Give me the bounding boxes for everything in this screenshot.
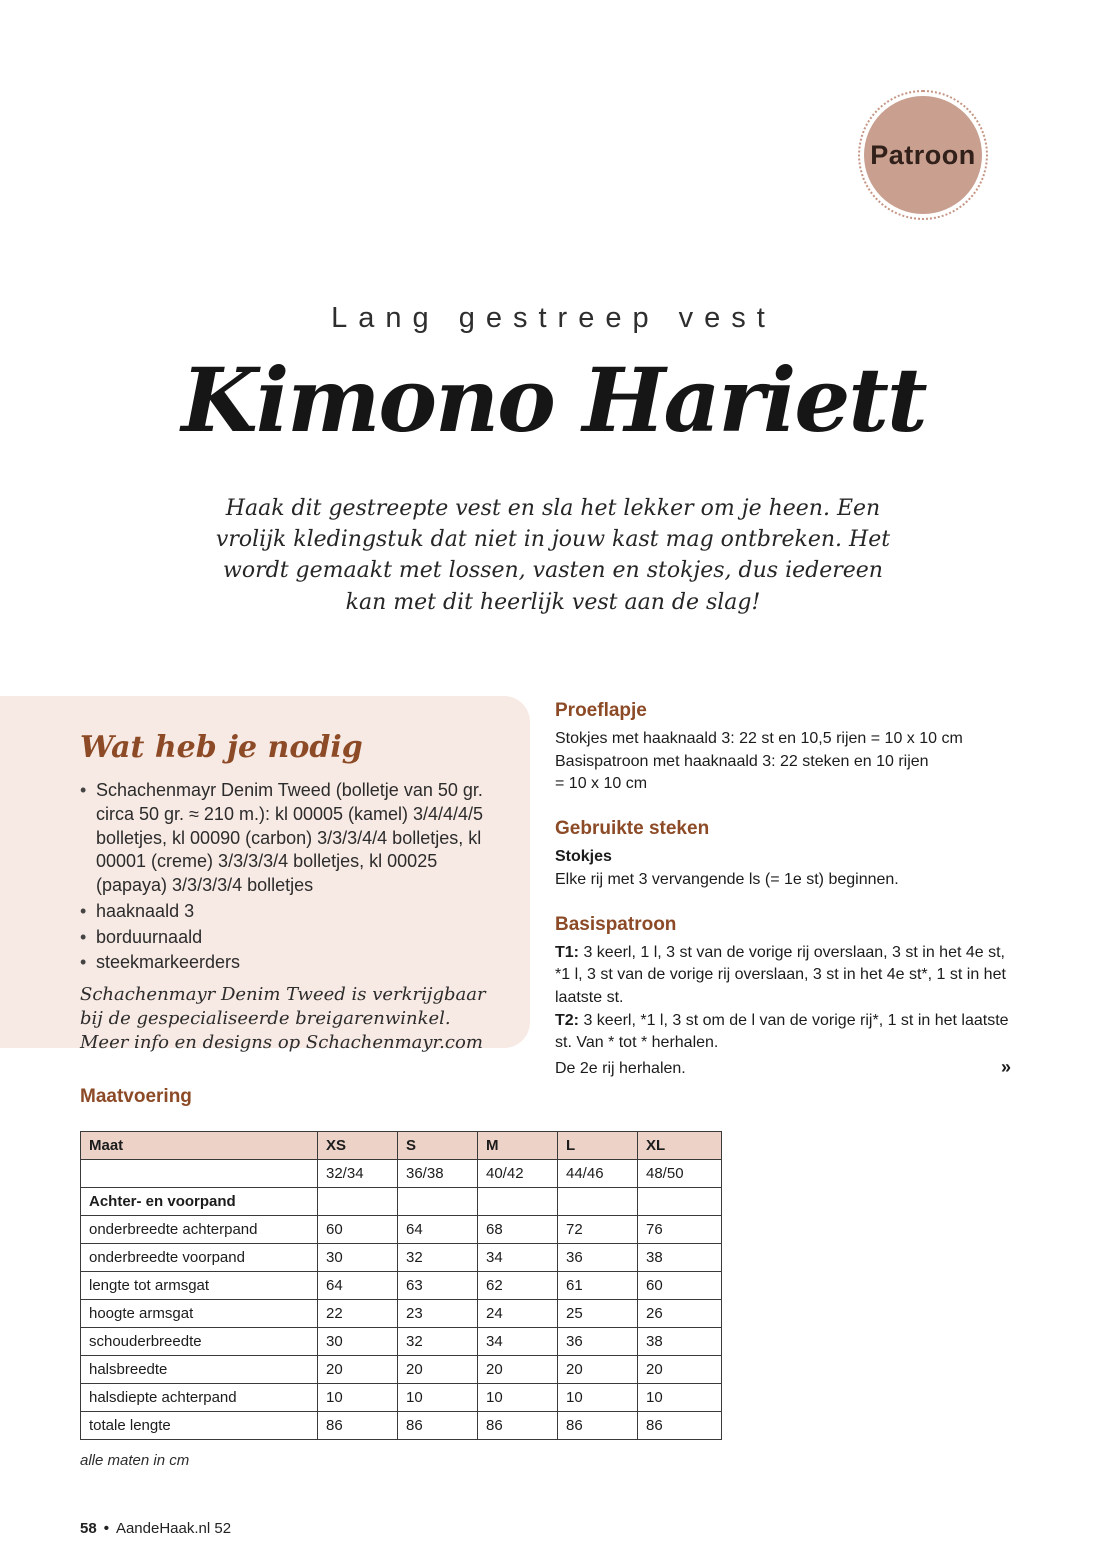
row-value: 60 xyxy=(638,1272,722,1300)
table-row xyxy=(81,1300,722,1328)
page-number: 58 xyxy=(80,1520,97,1537)
row-label: schouderbreedte xyxy=(81,1328,318,1356)
row-value: 36 xyxy=(558,1328,638,1356)
row-value: 20 xyxy=(638,1356,722,1384)
row-value: 64 xyxy=(398,1216,478,1244)
column-header: M xyxy=(478,1132,558,1160)
patroon-badge-label: Patroon xyxy=(870,139,976,170)
size-cell: 40/42 xyxy=(478,1160,558,1188)
size-table xyxy=(80,1131,722,1440)
t1-text: 3 keerl, 1 l, 3 st van de vorige rij overslaan, 3 st in het 4e st, *1 l, 3 st van de vorige rij overslaan, 3 st in het 4e st*, 1 st in het laatste st. xyxy=(555,943,1006,1007)
size-cell: 48/50 xyxy=(638,1160,722,1188)
row-value: 86 xyxy=(398,1412,478,1440)
gauge-line: Stokjes met haaknaald 3: 22 st en 10,5 rijen = 10 x 10 cm xyxy=(555,730,963,747)
row-value: 36 xyxy=(558,1244,638,1272)
row-value: 32 xyxy=(398,1244,478,1272)
stitches-text: Elke rij met 3 vervangende ls (= 1e st) beginnen. xyxy=(555,870,899,888)
table-row xyxy=(81,1272,722,1300)
row-value: 10 xyxy=(318,1384,398,1412)
row-value: 20 xyxy=(558,1356,638,1384)
subtitle: Lang gestreep vest xyxy=(331,302,776,334)
instructions-column xyxy=(555,700,1011,1103)
empty-cell xyxy=(638,1188,722,1216)
gauge-line: Basispatroon met haaknaald 3: 22 steken en 10 rijen xyxy=(555,752,929,770)
row-label: onderbreedte voorpand xyxy=(81,1244,318,1272)
gauge-line: = 10 x 10 cm xyxy=(555,775,648,793)
t2-label: T2: xyxy=(555,1011,579,1029)
row-value: 25 xyxy=(558,1300,638,1328)
column-header: S xyxy=(398,1132,478,1160)
row-label: totale lengte xyxy=(81,1412,318,1440)
row-value: 20 xyxy=(398,1356,478,1384)
pattern-last-line xyxy=(555,1055,1011,1081)
table-row xyxy=(81,1328,722,1356)
row-value: 23 xyxy=(398,1300,478,1328)
size-table-body xyxy=(81,1132,722,1440)
size-cell: 44/46 xyxy=(558,1160,638,1188)
t2-text: 3 keerl, *1 l, 3 st om de l van de vorige rij*, 1 st in het laatste st. Van * tot * herhalen. xyxy=(555,1011,1009,1052)
basispatroon-section xyxy=(555,914,1011,1081)
patroon-badge xyxy=(864,96,982,214)
row-value: 10 xyxy=(478,1384,558,1412)
intro-paragraph: Haak dit gestreepte vest en sla het lekker om je heen. Een vrolijk kledingstuk dat niet in jouw kast mag ontbreken. Het wordt gemaakt met lossen, vasten en stokjes, dus iedereen kan met dit heerlijk vest aan de slag! xyxy=(215,496,891,615)
row-label: halsdiepte achterpand xyxy=(81,1384,318,1412)
materials-item: • borduurnaald xyxy=(80,926,494,950)
stitches-section xyxy=(555,818,1011,891)
row-value: 30 xyxy=(318,1244,398,1272)
row-value: 10 xyxy=(638,1384,722,1412)
row-value: 86 xyxy=(638,1412,722,1440)
empty-cell xyxy=(81,1160,318,1188)
footer-bullet: • xyxy=(103,1520,109,1537)
table-row xyxy=(81,1412,722,1440)
row-value: 64 xyxy=(318,1272,398,1300)
table-section-row xyxy=(81,1188,722,1216)
row-value: 72 xyxy=(558,1216,638,1244)
basispatroon-heading: Basispatroon xyxy=(555,913,677,935)
row-value: 20 xyxy=(318,1356,398,1384)
table-row xyxy=(81,1356,722,1384)
size-cell: 32/34 xyxy=(318,1160,398,1188)
gauge-section xyxy=(555,700,1011,796)
row-label: onderbreedte achterpand xyxy=(81,1216,318,1244)
row-value: 86 xyxy=(478,1412,558,1440)
row-label: lengte tot armsgat xyxy=(81,1272,318,1300)
table-row xyxy=(81,1384,722,1412)
materials-box xyxy=(0,696,530,1053)
size-table-heading: Maatvoering xyxy=(80,1086,192,1107)
materials-heading: Wat heb je nodig xyxy=(80,730,363,765)
row-label: hoogte armsgat xyxy=(81,1300,318,1328)
row-value: 76 xyxy=(638,1216,722,1244)
row-value: 24 xyxy=(478,1300,558,1328)
materials-item: • steekmarkeerders xyxy=(80,951,494,975)
continuation-mark-icon: » xyxy=(1000,1057,1011,1078)
empty-cell xyxy=(398,1188,478,1216)
row-value: 30 xyxy=(318,1328,398,1356)
empty-cell xyxy=(318,1188,398,1216)
section-label: Achter- en voorpand xyxy=(81,1188,318,1216)
row-value: 61 xyxy=(558,1272,638,1300)
row-value: 68 xyxy=(478,1216,558,1244)
t1-label: T1: xyxy=(555,943,579,961)
column-header: L xyxy=(558,1132,638,1160)
stitches-heading: Gebruikte steken xyxy=(555,818,710,840)
row-value: 34 xyxy=(478,1244,558,1272)
materials-list xyxy=(80,779,494,975)
empty-cell xyxy=(558,1188,638,1216)
materials-item: • Schachenmayr Denim Tweed (bolletje van 50 gr. circa 50 gr. ≈ 210 m.): kl 00005 (kamel) 3/4/4/4/5 bolletjes, kl 00090 (carbon) 3/3/3/4/4 bolletjes, kl 00001 (creme) 3/3/3/3/4 bolletjes, kl 00025 (papaya) 3/3/3/3/4 bolletjes xyxy=(80,779,494,898)
empty-cell xyxy=(478,1188,558,1216)
column-header: XS xyxy=(318,1132,398,1160)
page-footer xyxy=(80,1520,231,1537)
table-header-row xyxy=(81,1132,722,1160)
row-value: 10 xyxy=(558,1384,638,1412)
pattern-row-t2 xyxy=(555,1010,1011,1055)
row-value: 60 xyxy=(318,1216,398,1244)
gauge-heading: Proeflapje xyxy=(555,700,647,721)
pattern-row-t1 xyxy=(555,942,1011,1010)
row-value: 32 xyxy=(398,1328,478,1356)
materials-note: Schachenmayr Denim Tweed is verkrijgbaar bij de gespecialiseerde breigarenwinkel. Meer info en designs op Schachenmayr.com xyxy=(80,984,486,1053)
row-value: 38 xyxy=(638,1328,722,1356)
row-value: 62 xyxy=(478,1272,558,1300)
table-sizes-row xyxy=(81,1160,722,1188)
magazine-title: AandeHaak.nl 52 xyxy=(115,1520,232,1537)
row-value: 10 xyxy=(398,1384,478,1412)
row-value: 86 xyxy=(318,1412,398,1440)
repeat-note: De 2e rij herhalen. xyxy=(555,1060,686,1078)
row-value: 20 xyxy=(478,1356,558,1384)
row-label: halsbreedte xyxy=(81,1356,318,1384)
row-value: 63 xyxy=(398,1272,478,1300)
row-value: 26 xyxy=(638,1300,722,1328)
stitches-subheading: Stokjes xyxy=(555,848,612,866)
column-header: XL xyxy=(638,1132,722,1160)
row-value: 34 xyxy=(478,1328,558,1356)
row-value: 22 xyxy=(318,1300,398,1328)
row-value: 86 xyxy=(558,1412,638,1440)
row-value: 38 xyxy=(638,1244,722,1272)
page-title: Kimono Hariett xyxy=(181,348,926,452)
materials-item: • haaknaald 3 xyxy=(80,900,494,924)
table-footnote: alle maten in cm xyxy=(80,1452,190,1469)
size-cell: 36/38 xyxy=(398,1160,478,1188)
table-row xyxy=(81,1216,722,1244)
column-header: Maat xyxy=(81,1132,318,1160)
table-row xyxy=(81,1244,722,1272)
